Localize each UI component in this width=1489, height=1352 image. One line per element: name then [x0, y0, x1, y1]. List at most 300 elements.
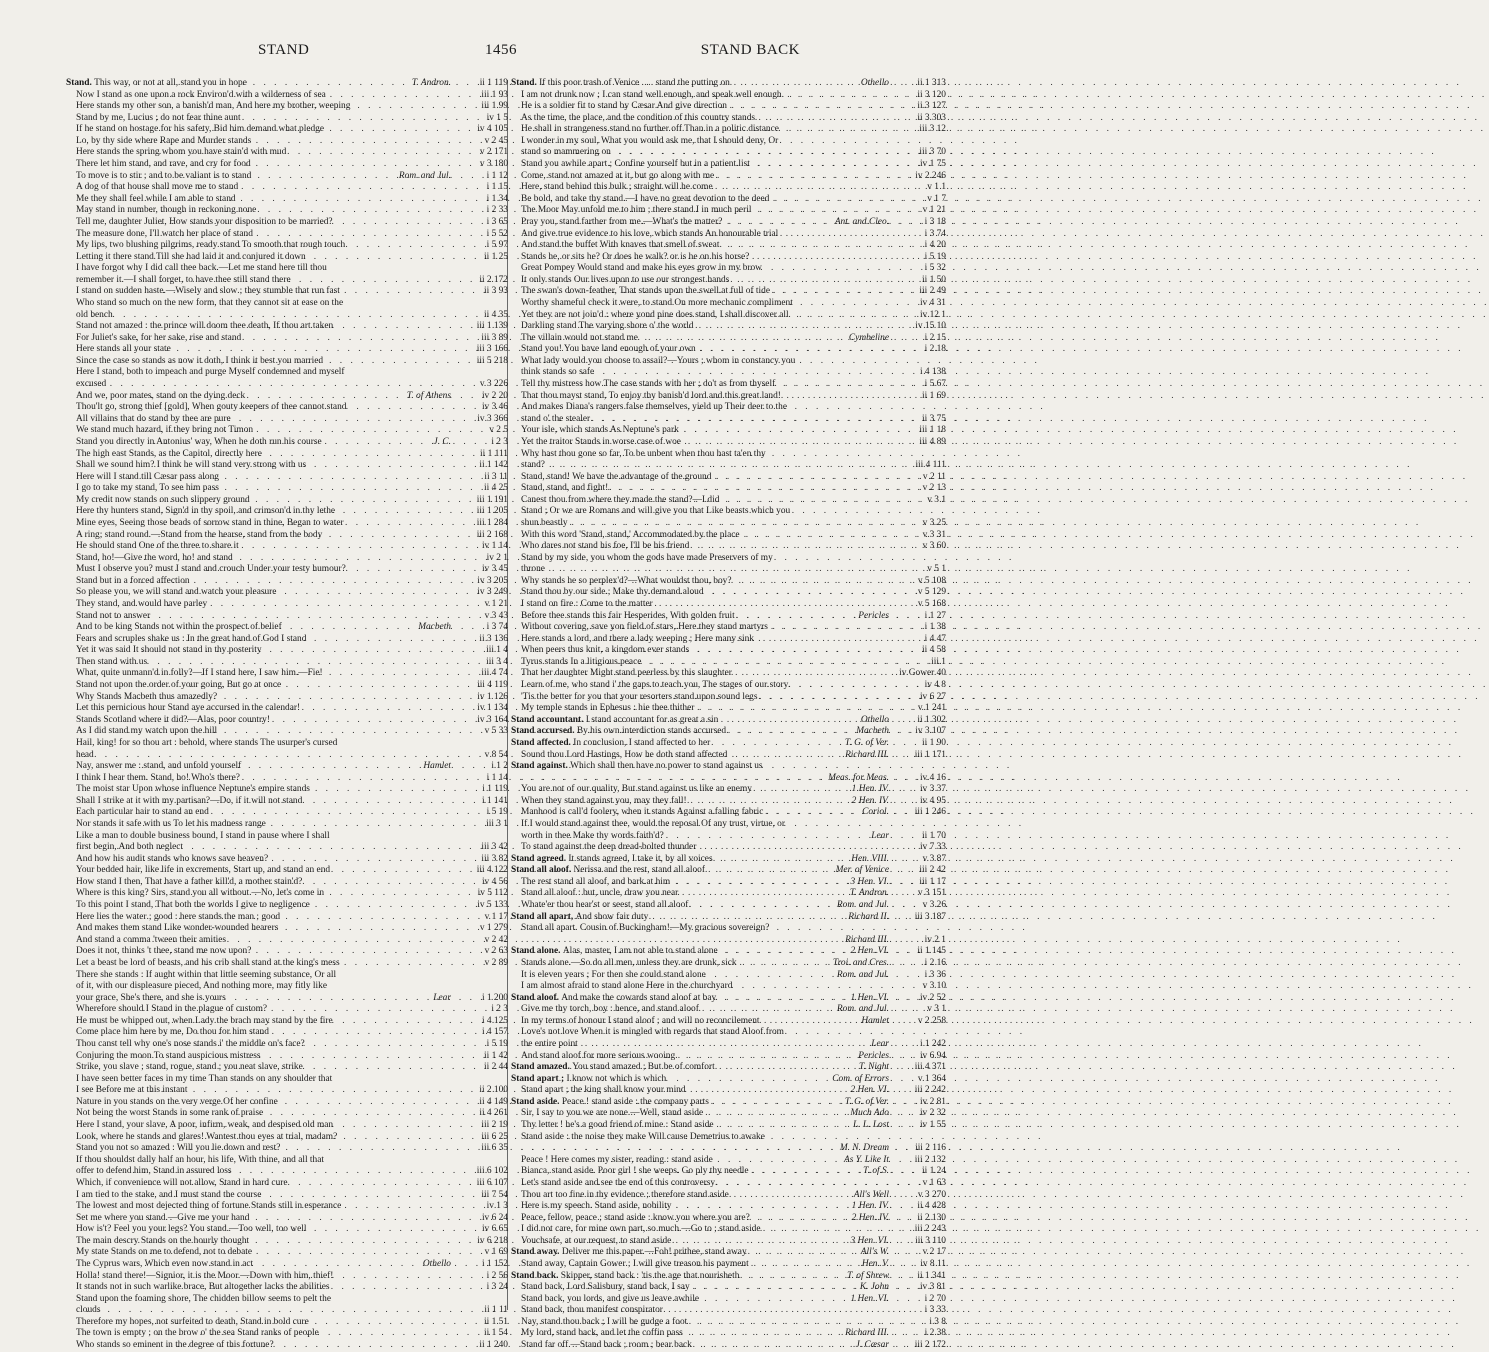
- leader-dots: [581, 703, 889, 715]
- leader-dots: [155, 900, 451, 912]
- concordance-entry: [66, 252, 508, 264]
- act-scene-line: ii 3 120: [917, 89, 946, 100]
- concordance-entry: [511, 1305, 946, 1317]
- act-scene-line: v 2 17: [922, 1247, 946, 1258]
- act-scene-line: ii 3 11: [484, 471, 508, 482]
- leader-dots: [161, 1271, 451, 1283]
- entry-text: Be bold, and take thy stand.—I have no great devotion to the deed: [521, 193, 770, 204]
- act-scene-line: ii 2 44: [484, 1062, 508, 1073]
- act-scene-line: v 3 43: [484, 610, 508, 621]
- entry-text: Stands alone.—So do all men, unless they are drunk, sick: [521, 957, 737, 968]
- act-scene-line: iii 1 17: [919, 876, 946, 887]
- concordance-entry: [511, 553, 946, 565]
- act-scene-line: iii 2 242: [914, 1085, 946, 1096]
- leader-dots: [556, 912, 846, 924]
- leader-dots: [152, 703, 451, 715]
- act-scene-line: v 1 1: [927, 182, 946, 193]
- play-reference: Rom. and Jul.: [836, 1004, 889, 1015]
- entry-text: Stand, stand, and fight!: [521, 483, 609, 494]
- leader-dots: [572, 738, 843, 750]
- act-scene-line: i 1 38: [924, 622, 946, 633]
- leader-dots: [604, 124, 889, 136]
- leader-dots: [128, 993, 432, 1005]
- entry-text: Peace, fellow, peace ; stand aside : know you where you are?: [521, 1212, 750, 1223]
- entry-text: Why hast thou gone so far, To be unbent when thou hast ta'en thy: [521, 448, 766, 459]
- leader-dots: [578, 437, 889, 449]
- leader-dots: [145, 587, 451, 599]
- leader-dots: [592, 576, 889, 588]
- entry-text: Stand alone. Alas, master, I am not able to stand alone: [511, 946, 718, 957]
- act-scene-line: ii 3 136: [479, 633, 508, 644]
- leader-dots: [592, 668, 889, 680]
- leader-dots: [146, 923, 451, 935]
- entry-text: Letting it there stand Till she had laid it and conjured it down: [76, 251, 306, 262]
- act-scene-line: v 3 1: [927, 1004, 946, 1015]
- leader-dots: [521, 935, 843, 947]
- concordance-entry: [511, 796, 946, 808]
- leader-dots: [131, 935, 451, 947]
- concordance-entry: [511, 483, 946, 495]
- concordance-entry: [511, 645, 946, 657]
- entry-text: Stand you directly in Antonius' way, When he doth run his course: [76, 436, 322, 447]
- leader-dots: [597, 252, 889, 264]
- leader-dots: [161, 321, 451, 333]
- leader-dots: [140, 622, 416, 634]
- entry-text: The swan's down-feather, That stands upon the swell at full of tide: [521, 286, 770, 297]
- leader-dots: [607, 680, 889, 692]
- entry-text: Peace ! Here comes my sister, reading : stand aside: [521, 1154, 713, 1165]
- entry-text: Then stand with us: [76, 656, 148, 667]
- leader-dots: [581, 321, 889, 333]
- concordance-entry: [511, 599, 946, 611]
- entry-text: If thou shouldst dally half an hour, his life, With thine, and all that: [76, 1154, 324, 1165]
- act-scene-line: iv 2 1: [486, 552, 508, 563]
- leader-dots: [598, 634, 889, 646]
- leader-dots: [539, 518, 889, 530]
- entry-text: How stand I then, That have a father kill'd, a mother stain'd?: [76, 876, 303, 887]
- entry-text: Worthy shameful check it were, to stand On more mechanic compliment: [521, 297, 793, 308]
- entry-text: Thou'lt go, strong thief [gold], When gouty keepers of thee cannot stand: [76, 402, 347, 413]
- page-header: [60, 42, 940, 68]
- act-scene-line: ii 1 313: [917, 78, 946, 88]
- leader-dots: [153, 252, 451, 264]
- leader-dots: [521, 1143, 838, 1155]
- leader-dots: [165, 101, 451, 113]
- entry-text: Bianca, stand aside. Poor girl ! she weeps. Go ply thy needle: [521, 1166, 749, 1177]
- leader-dots: [142, 819, 451, 831]
- entry-text: Here will I stand till Cæsar pass along: [76, 471, 219, 482]
- leader-dots: [577, 1108, 848, 1120]
- act-scene-line: iii 3 187: [914, 911, 946, 922]
- concordance-entry: [66, 275, 508, 287]
- concordance-entry: [511, 1097, 946, 1109]
- leader-dots: [608, 298, 889, 310]
- act-scene-line: v 1 17: [484, 911, 508, 922]
- leader-dots: [597, 159, 889, 171]
- concordance-entry: [511, 159, 946, 171]
- play-reference: K. John: [859, 1282, 889, 1293]
- play-reference: 1 Hen. IV.: [851, 1201, 889, 1212]
- leader-dots: [144, 715, 451, 727]
- headword: Stand accursed.: [511, 726, 577, 737]
- entry-text: Here stands all your state: [76, 344, 171, 355]
- entry-text: And we, poor mates, stand on the dying deck: [76, 390, 246, 401]
- concordance-entry: [66, 553, 508, 565]
- leader-dots: [133, 553, 451, 565]
- concordance-entry: [66, 159, 508, 171]
- entry-text: Let a beast be lord of beasts, and his crib shall stand at the king's mess: [76, 957, 340, 968]
- leader-dots: [133, 194, 451, 206]
- entry-text: of it, with our displeasure pieced, And nothing more, may fitly like: [76, 981, 327, 992]
- act-scene-line: v 2 45: [484, 135, 508, 146]
- concordance-entry: [511, 379, 946, 391]
- concordance-entry: [66, 113, 508, 125]
- entry-text: Yet the traitor Stands in worse case of woe: [521, 436, 681, 447]
- act-scene-line: iii 2 49: [919, 286, 946, 297]
- act-scene-line: v 2 5: [489, 425, 508, 436]
- leader-dots: [135, 113, 451, 125]
- leader-dots: [600, 1224, 889, 1236]
- play-reference: As Y. Like It: [844, 1154, 889, 1165]
- concordance-entry: [511, 252, 946, 264]
- entry-text: I wonder in my soul, What you would ask me, that I should deny, Or: [521, 135, 779, 146]
- leader-dots: [154, 634, 451, 646]
- act-scene-line: i 5 19: [924, 251, 946, 262]
- concordance-entry: [511, 356, 946, 368]
- entry-text: A dog of that house shall move me to stand: [76, 182, 239, 193]
- act-scene-line: iv Gower 40: [899, 668, 946, 679]
- entry-text: Stand aside. Peace ! stand aside : the company parts: [511, 1096, 709, 1107]
- entry-text: Set me where you stand.—Give me your hand: [76, 1212, 250, 1223]
- entry-text: They stand, and would have parley: [76, 599, 208, 610]
- entry-text: think stands so safe: [521, 367, 595, 378]
- leader-dots: [607, 310, 889, 322]
- entry-text: Hail, king! for so thou art : behold, where stands The usurper's cursed: [76, 737, 338, 748]
- play-reference: M. N. Dream: [839, 1143, 889, 1154]
- play-reference: Lear: [871, 830, 889, 841]
- entry-text: The Moor May unfold me to him ; there stand I in much peril: [521, 205, 752, 216]
- entry-text: Here stands my other son, a banish'd man, And here my brother, weeping: [76, 101, 351, 112]
- entry-text: All villains that do stand by thee are pure: [76, 413, 231, 424]
- entry-text: remember it.—I shall forget, to have thee still stand there: [76, 274, 291, 285]
- act-scene-line: iv 3 205: [477, 575, 508, 586]
- entry-text: clouds: [76, 1305, 101, 1316]
- entry-text: And how his audit stands who knows save heaven?: [76, 853, 269, 864]
- act-scene-line: i 1 119: [482, 784, 508, 795]
- concordance-entry: [511, 90, 946, 102]
- act-scene-line: iv 2 52: [919, 992, 946, 1003]
- entry-text: Pray you, stand farther from me.—What's the matter?: [521, 216, 723, 227]
- entry-text: I think I hear them. Stand, ho! Who's there?: [76, 772, 240, 783]
- play-reference: J. C.: [433, 436, 451, 447]
- act-scene-line: i 3 33: [924, 1305, 946, 1316]
- act-scene-line: iii 4 111: [915, 460, 946, 471]
- act-scene-line: i 2 70: [924, 1293, 946, 1304]
- concordance-entry: [66, 495, 508, 507]
- concordance-entry: [66, 877, 508, 889]
- entry-text: Sir, I say to you we are none.—Well, stand aside: [521, 1108, 704, 1119]
- concordance-entry: [511, 703, 946, 715]
- concordance-entry: [66, 587, 508, 599]
- entry-text: So please you, we will stand and watch your pleasure: [76, 587, 277, 598]
- concordance-entry: [66, 460, 508, 472]
- entry-text: Who stand so much on the new form, that they cannot sit at ease on the: [76, 297, 344, 308]
- entry-text: Canest thou from where they made the stand?—I did: [521, 494, 720, 505]
- act-scene-line: i 5 19: [486, 807, 508, 818]
- concordance-columns: [66, 78, 946, 1351]
- entry-text: It only stands Our lives upon to use our strongest hands: [521, 274, 730, 285]
- concordance-entry: [511, 402, 946, 414]
- entry-text: Stand against. Which shall then have no power to stand against us: [511, 761, 763, 772]
- entry-text: Stand aside : the noise they make Will cause Demetrius to awake: [521, 1131, 765, 1142]
- act-scene-line: iii 3 110: [915, 1235, 946, 1246]
- act-scene-line: iv 3 107: [915, 726, 946, 737]
- leader-dots: [143, 854, 451, 866]
- leader-dots: [146, 1097, 451, 1109]
- act-scene-line: i 5 19: [486, 1038, 508, 1049]
- headword: Stand against.: [511, 761, 571, 772]
- leader-dots: [599, 692, 889, 704]
- act-scene-line: i 3 74: [486, 622, 508, 633]
- entry-text: Stand you awhile apart ; Confine yourself but in a patient list: [521, 159, 750, 170]
- entry-text: There she stands : If aught within that little seeming substance, Or all: [76, 969, 337, 980]
- act-scene-line: iv 3 81: [919, 1282, 946, 1293]
- act-scene-line: iii 1 246: [914, 807, 946, 818]
- entry-text: Darkling stand The varying shore o' the world: [521, 321, 694, 332]
- act-scene-line: ii 4 149: [479, 1096, 508, 1107]
- leader-dots: [580, 78, 859, 90]
- play-reference: Mer. of Venice: [835, 865, 889, 876]
- leader-dots: [549, 367, 889, 379]
- concordance-entry: [511, 1143, 946, 1155]
- entry-text: My temple stands in Ephesus : hie thee thither: [521, 703, 695, 714]
- act-scene-line: ii 1 50: [922, 274, 946, 285]
- act-scene-line: i 5 32: [924, 263, 946, 274]
- concordance-entry: [66, 205, 508, 217]
- act-scene-line: ii 1 70: [922, 830, 946, 841]
- entry-text: Stand back, Lord Salisbury, stand back, I say: [521, 1282, 690, 1293]
- leader-dots: [591, 101, 889, 113]
- leader-dots: [571, 1051, 856, 1063]
- act-scene-line: ii 1 119: [479, 78, 508, 88]
- act-scene-line: i 1 14: [486, 772, 508, 783]
- entry-text: That her daughter Might stand peerless by this slaughter: [521, 668, 732, 679]
- leader-dots: [162, 958, 451, 970]
- act-scene-line: v 2 42: [484, 934, 508, 945]
- act-scene-line: i 2 33: [486, 205, 508, 216]
- act-scene-line: v 8 54: [484, 749, 508, 760]
- concordance-entry: [511, 530, 946, 542]
- leader-dots: [587, 171, 889, 183]
- concordance-entry: [66, 1120, 508, 1132]
- entry-text: May stand in number, though in reckoning none: [76, 205, 257, 216]
- concordance-entry: [66, 726, 508, 738]
- play-reference: 3 Hen. VI.: [850, 876, 889, 887]
- entry-text: I am tied to the stake, and I must stand the course: [76, 1189, 262, 1200]
- entry-text: As I did stand my watch upon the hill: [76, 726, 218, 737]
- concordance-entry: [66, 715, 508, 727]
- play-reference: 2 Hen. IV.: [851, 1212, 889, 1223]
- concordance-entry: [511, 726, 946, 738]
- left-column: [66, 78, 508, 1351]
- concordance-entry: [66, 286, 508, 298]
- leader-dots: [140, 205, 451, 217]
- headword: Stand back.: [511, 1270, 561, 1281]
- entry-text: The Cyprus wars, Which even now stand in act: [76, 1258, 254, 1269]
- leader-dots: [591, 1259, 860, 1271]
- act-scene-line: v 3 60: [922, 541, 946, 552]
- concordance-entry: [66, 634, 508, 646]
- act-scene-line: i 3 36: [924, 969, 946, 980]
- leader-dots: [83, 750, 451, 762]
- play-reference: Much Ado: [850, 1108, 889, 1119]
- concordance-entry: [66, 1340, 508, 1352]
- entry-text: Stand by me, Lucius ; do not fear thine aunt: [76, 112, 241, 123]
- play-reference: 1 Hen. IV.: [851, 784, 889, 795]
- act-scene-line: i 3 24: [486, 1282, 508, 1293]
- act-scene-line: iii 2 42: [919, 865, 946, 876]
- leader-dots: [577, 425, 889, 437]
- leader-dots: [569, 599, 889, 611]
- concordance-entry: [66, 472, 508, 484]
- act-scene-line: iii 3 4: [486, 656, 508, 667]
- leader-dots: [573, 1085, 849, 1097]
- concordance-entry: [511, 900, 946, 912]
- entry-text: Me they shall feel while I am able to stand: [76, 193, 236, 204]
- concordance-entry: [511, 1294, 946, 1306]
- leader-dots: [139, 425, 451, 437]
- act-scene-line: iv 6 218: [477, 1235, 508, 1246]
- concordance-entry: [511, 367, 946, 379]
- entry-text: Learn of me, who stand i' the gaps to teach you, The stages of our story: [521, 680, 789, 691]
- leader-dots: [587, 182, 889, 194]
- leader-dots: [571, 1328, 843, 1340]
- act-scene-line: iii 2 19: [481, 1120, 508, 1131]
- leader-dots: [134, 1259, 421, 1271]
- concordance-entry: [511, 460, 946, 472]
- leader-dots: [602, 194, 889, 206]
- concordance-entry: [511, 298, 946, 310]
- concordance-entry: [511, 518, 946, 530]
- concordance-entry: [66, 738, 508, 750]
- play-reference: Macbeth: [418, 622, 451, 633]
- play-reference: Hen. VIII.: [851, 853, 889, 864]
- entry-text: Here lies the water ; good : here stands the man ; good: [76, 911, 281, 922]
- act-scene-line: iv 2 81: [919, 1096, 946, 1107]
- leader-dots: [600, 263, 889, 275]
- concordance-entry: [511, 1027, 946, 1039]
- concordance-entry: [511, 205, 946, 217]
- leader-dots: [591, 275, 889, 287]
- concordance-entry: [511, 657, 946, 669]
- entry-text: shun beastly: [521, 517, 568, 528]
- act-scene-line: ii 1 240: [479, 1340, 508, 1351]
- play-reference: Richard III.: [845, 934, 889, 945]
- concordance-entry: [66, 147, 508, 159]
- leader-dots: [158, 888, 451, 900]
- leader-dots: [143, 1027, 451, 1039]
- play-reference: Richard II.: [848, 911, 889, 922]
- entry-text: Stand you! You have land enough of your own: [521, 344, 696, 355]
- concordance-entry: [66, 750, 508, 762]
- act-scene-line: ii 4 35: [484, 309, 508, 320]
- entry-text: Let's stand aside and see the end of this controversy: [521, 1177, 716, 1188]
- concordance-entry: [66, 935, 508, 947]
- concordance-entry: [511, 194, 946, 206]
- entry-text: Stand accursed. By his own interdiction stands accursed: [511, 726, 727, 737]
- entry-text: Stand by my side, you whom the gods have made Preservers of my: [521, 552, 773, 563]
- act-scene-line: v 3 25: [922, 517, 946, 528]
- entry-text: My lips, two blushing pilgrims, ready stand To smooth that rough touch: [76, 240, 346, 251]
- play-reference: 2 Hen. VI.: [850, 946, 889, 957]
- concordance-entry: [511, 1016, 946, 1028]
- act-scene-line: v 3 10: [922, 981, 946, 992]
- act-scene-line: v 3 180: [479, 159, 508, 170]
- concordance-entry: [511, 78, 946, 90]
- act-scene-line: ii 1 302: [917, 714, 946, 725]
- leader-dots: [104, 657, 451, 669]
- play-reference: All's Well: [853, 1189, 889, 1200]
- play-reference: Pericles: [858, 1050, 889, 1061]
- concordance-entry: [66, 611, 508, 623]
- entry-text: Come, stand not amazed at it, but go along with me: [521, 170, 715, 181]
- leader-dots: [145, 1340, 451, 1352]
- act-scene-line: ii 2 100: [479, 1085, 508, 1096]
- act-scene-line: iii 1 18: [919, 425, 946, 436]
- leader-dots: [579, 217, 833, 229]
- act-scene-line: iv 5 112: [477, 888, 508, 899]
- act-scene-line: iii 5 218: [476, 355, 508, 366]
- act-scene-line: iv 8 11: [920, 1258, 946, 1269]
- concordance-entry: [511, 1132, 946, 1144]
- concordance-entry: [511, 888, 946, 900]
- act-scene-line: ii 2 130: [917, 1212, 946, 1223]
- entry-text: The rest stand all aloof, and bark at him: [521, 876, 671, 887]
- entry-text: I see Before me at this instant: [76, 1085, 188, 1096]
- act-scene-line: ii 4 25: [484, 483, 508, 494]
- entry-text: When peers thus knit, a kingdom ever stands: [521, 645, 690, 656]
- act-scene-line: iii 6 102: [476, 1166, 508, 1177]
- concordance-entry: [511, 750, 946, 762]
- concordance-entry: [511, 1004, 946, 1016]
- leader-dots: [578, 1155, 842, 1167]
- concordance-entry: [66, 1085, 508, 1097]
- act-scene-line: iv 2 32: [919, 1108, 946, 1119]
- play-reference: Meas. for Meas.: [828, 772, 889, 783]
- concordance-entry: [66, 645, 508, 657]
- act-scene-line: iv 1 14: [481, 541, 508, 552]
- concordance-entry: [511, 1317, 946, 1329]
- leader-dots: [582, 842, 889, 854]
- leader-dots: [153, 1062, 451, 1074]
- act-scene-line: v 5 168: [917, 599, 946, 610]
- leader-dots: [147, 1143, 451, 1155]
- entry-text: excused: [76, 379, 107, 390]
- entry-text: Who dares not stand his foe, I'll be his friend: [521, 541, 690, 552]
- entry-text: head: [76, 749, 94, 760]
- act-scene-line: iii 1 191: [476, 494, 508, 505]
- act-scene-line: i 1 141: [481, 795, 508, 806]
- leader-dots: [161, 217, 451, 229]
- concordance-entry: [511, 1039, 946, 1051]
- concordance-entry: [66, 136, 508, 148]
- leader-dots: [164, 240, 451, 252]
- leader-dots: [91, 310, 451, 322]
- act-scene-line: iii 4 74: [481, 668, 508, 679]
- act-scene-line: ii 1 54: [484, 1328, 508, 1339]
- act-scene-line: v 1 21: [484, 599, 508, 610]
- concordance-entry: [511, 668, 946, 680]
